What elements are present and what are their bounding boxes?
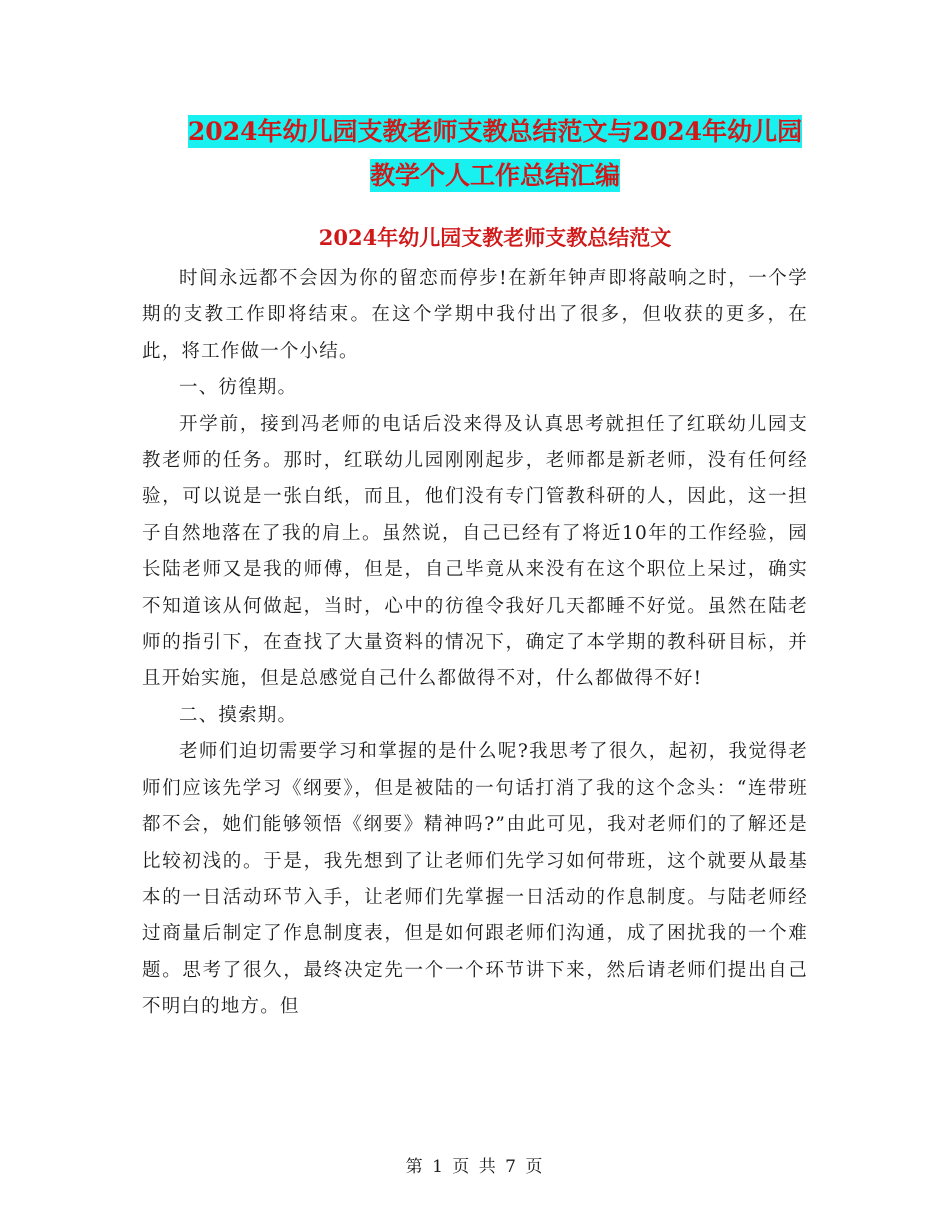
heading-phase-2: 二、摸索期。 [179,704,298,726]
paragraph-phase-2: 老师们迫切需要学习和掌握的是什么呢?我思考了很久，起初，我觉得老师们应该先学习《纲要》，但是被陆的一句话打消了我的这个念头：“连带班都不会，她们能够领悟《纲要》精神吗?”由此可见，我对老师们的了解还是比较初浅的。于是，我先想到了让老师们先学习如何带班，这个就要从最基本的一日活动环节入手，让老师们先掌握一日活动的作息制度。与陆老师经过商量后制定了作息制度表，但是如何跟老师们沟通，成了困扰我的一个难题。思考了很久，最终决定先一个一个环节讲下来，然后请老师们提出自己不明白的地方。但 [142,741,808,1018]
page-footer: 第 1 页 共 7 页 [405,1157,545,1177]
paragraph-intro: 时间永远都不会因为你的留恋而停步!在新年钟声即将敲响之时，一个学期的支教工作即将结束。在这个学期中我付出了很多，但收获的更多，在此，将工作做一个小结。 [142,268,808,362]
section-title: 2024年幼儿园支教老师支教总结范文 [318,225,672,250]
document-title [140,110,850,198]
heading-phase-1: 一、彷徨期。 [179,377,298,399]
paragraph-phase-1: 开学前，接到冯老师的电话后没来得及认真思考就担任了红联幼儿园支教老师的任务。那时，红联幼儿园刚刚起步，老师都是新老师，没有任何经验，可以说是一张白纸，而且，他们没有专门管教科研的人，因此，这一担子自然地落在了我的肩上。虽然说，自己已经有了将近10年的工作经验，园长陆老师又是我的师傅，但是，自己毕竟从来没有在这个职位上呆过，确实不知道该从何做起，当时，心中的彷徨令我好几天都睡不好觉。虽然在陆老师的指引下，在查找了大量资料的情况下，确定了本学期的教科研目标，并且开始实施，但是总感觉自己什么都做得不对，什么都做得不好! [142,413,808,690]
document-title-line-1: 2024年幼儿园支教老师支教总结范文与2024年幼儿园 [187,117,803,146]
document-title-line-2: 教学个人工作总结汇编 [369,161,620,190]
document-body [142,261,808,1026]
